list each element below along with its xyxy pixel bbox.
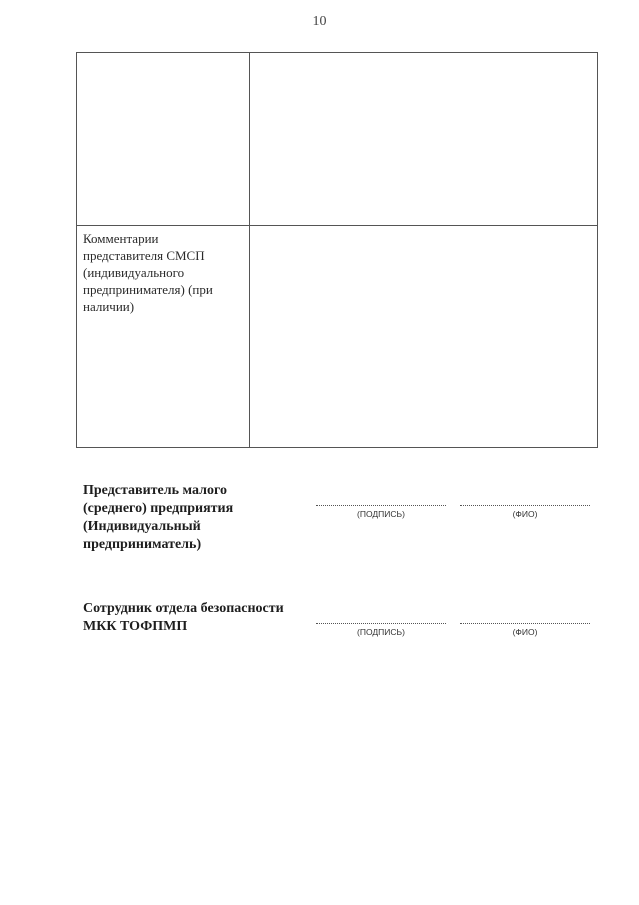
officer-name-line[interactable] bbox=[460, 623, 590, 624]
comments-label-line: (индивидуального bbox=[83, 265, 185, 280]
sme-signature-line[interactable] bbox=[316, 505, 446, 506]
comments-label-line: Комментарии bbox=[83, 231, 159, 246]
officer-signature-caption: (ПОДПИСЬ) bbox=[357, 627, 405, 637]
table-row-divider bbox=[77, 225, 597, 226]
sme-representative-line: (среднего) предприятия bbox=[83, 501, 234, 516]
page-number: 10 bbox=[312, 14, 327, 29]
comments-label-cell bbox=[83, 230, 245, 315]
comments-label-line: предпринимателя) (при bbox=[83, 282, 213, 297]
sme-name-line[interactable] bbox=[460, 505, 590, 506]
sme-representative-line: Представитель малого bbox=[83, 483, 227, 498]
comments-label-line: представителя СМСП bbox=[83, 248, 205, 263]
sme-representative-line: предприниматель) bbox=[83, 537, 202, 552]
comments-label-line: наличии) bbox=[83, 299, 135, 314]
form-table bbox=[76, 52, 598, 448]
security-officer-label bbox=[83, 600, 284, 636]
officer-name-caption: (ФИО) bbox=[512, 627, 538, 637]
sme-name-caption: (ФИО) bbox=[512, 509, 538, 519]
sme-representative-label bbox=[83, 482, 233, 554]
sme-representative-line: (Индивидуальный bbox=[83, 519, 201, 534]
table-column-divider bbox=[249, 53, 250, 447]
sme-signature-caption: (ПОДПИСЬ) bbox=[357, 509, 405, 519]
security-officer-line: МКК ТОФПМП bbox=[83, 619, 188, 634]
officer-signature-line[interactable] bbox=[316, 623, 446, 624]
security-officer-line: Сотрудник отдела безопасности bbox=[83, 601, 284, 616]
